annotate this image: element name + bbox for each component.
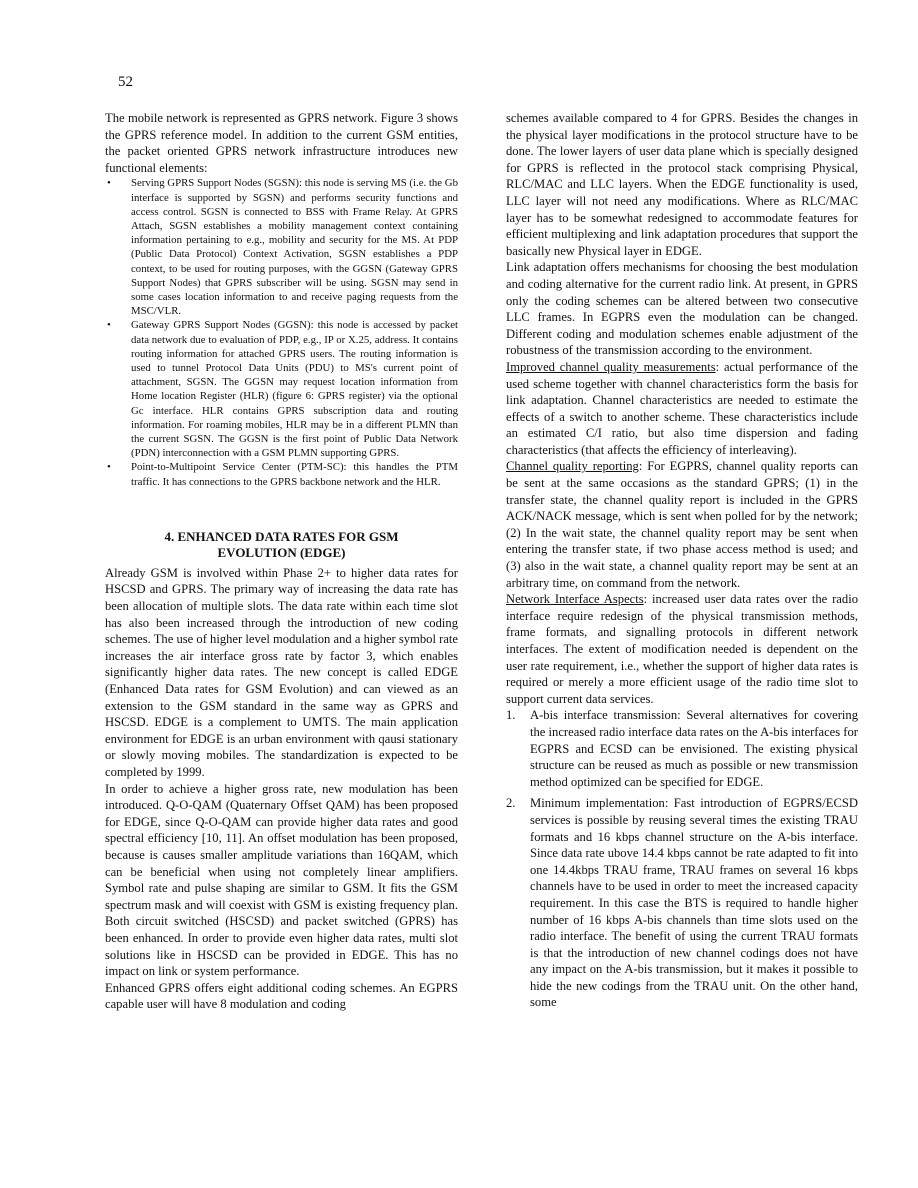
channel-reporting-paragraph xyxy=(506,458,858,591)
channel-measurements-body: : actual performance of the used scheme together with channel characteristics form the basis for link adaptation. Channel characteristics are needed to estimate the effects of a switch to another scheme. These characteristics include an estimated C/I ratio, but also time dispersion and fading characteristics (that affects the efficiency of interleaving). xyxy=(506,359,858,457)
list-item: • Point-to-Multipoint Service Center (PTM-SC): this handles the PTM traffic. It has connections to the GPRS backbone network and the HLR. xyxy=(131,460,458,488)
section-heading-line1: 4. ENHANCED DATA RATES FOR GSM xyxy=(164,528,399,544)
coding-schemes-paragraph: schemes available compared to 4 for GPRS. Besides the changes in the physical layer modifications in the protocol structure have to be done. The lower layers of user data plane which is specially designed for GPRS is reflected in the protocol stack comprising Physical, RLC/MAC and LLC layers. When the EDGE functionality is used, LLC layer will not need any modifications. Where as RLC/MAC layer has to be somewhat redesigned to accommodate features for efficient multiplexing and link adaptation procedures that support the basically new Physical layer in EDGE. xyxy=(506,111,858,258)
list-item: • Gateway GPRS Support Nodes (GGSN): this node is accessed by packet data network due to evaluation of PDP, e.g., IP or X.25, address. It contains routing information for attached GPRS users. The routing information is used to tunnel Protocol Data Units (PDU) to MS's current point of attachment, SGSN. The GGSN may request location information from Home location Register (HLR) (figure 6: GPRS register) via the optional Gc interface. HLR contains GPRS subscription data and routing information. For roaming mobiles, HLR may be in a different PLMN than the current SGSN. The GGSN is the first point of Public Data Network (PDN) interconnection with a GSM PLMN supporting GPRS. xyxy=(131,318,458,460)
intro-paragraph: The mobile network is represented as GPRS network. Figure 3 shows the GPRS reference model. In addition to the current GSM entities, the packet oriented GPRS network infrastructure introduces new functional elements: xyxy=(105,111,458,175)
channel-reporting-body: : For EGPRS, channel quality reports can be sent at the same occasions as the standard GPRS; (1) in the transfer state, the channel quality report is included in the GPRS ACK/NACK message, which is sent when polled for by the network; (2) In the wait state, the channel quality report may be sent when entering the transfer state, if two phase access method is used; and (3) also in the wait state, a channel quality report may be sent at an arbitrary time, on command from the network. xyxy=(506,459,859,590)
list-item-text: A-bis interface transmission: Several alternatives for covering the increased radio interface data rates on the A-bis interfaces for EGPRS and ECSD can be envisioned. The existing physical structure can be reused as much as possible or new transmission method optimized can be specified for EDGE. xyxy=(530,708,858,789)
network-interface-paragraph xyxy=(506,591,858,707)
edge-paragraph-1: Already GSM is involved within Phase 2+ to higher data rates for HSCSD and GPRS. The primary way of increasing the data rate has been allocation of multiple slots. The data rate within each time slot has also been increased through the introduction of new coding schemes. The use of higher level modulation and a higher symbol rate increases the air interface gross rate by factor 3, which enables significantly higher data rates. The new concept is called EDGE (Enhanced Data rates for GSM Evolution) and can viewed as an extension to the GSM standard in the same way as GPRS and HSCSD. EDGE is a complement to UMTS. The main application environment for EDGE is an urban environment with qausi stationary or slowly moving mobiles. The standardization is expected to be completed by 1999. xyxy=(105,565,458,779)
gprs-elements-list xyxy=(105,176,458,488)
right-column xyxy=(506,110,858,1016)
page-number: 52 xyxy=(118,74,133,90)
channel-measurements-paragraph xyxy=(506,359,858,459)
channel-measurements-heading: Improved channel quality measurements xyxy=(506,359,716,374)
left-column xyxy=(105,110,458,1013)
section-heading xyxy=(105,529,458,561)
link-adaptation-paragraph: Link adaptation offers mechanisms for choosing the best modulation and coding alternative for the current radio link. At present, in GPRS only the coding schemes can be altered between two consecutive LLC frames. In EGPRS even the modulation can be changed. Different coding and modulation schemes enable adjustment of the robustness of the transmission according to the environment. xyxy=(506,260,858,358)
interface-aspects-list xyxy=(506,707,858,1011)
network-interface-body: : increased user data rates over the radio interface require redesign of the physical transmission methods, frame formats, and signalling protocols in different network interfaces. The extent of modification needed is dependent on the user rate requirement, i.e., whether the support of higher data rates is required or merely a more efficient usage of the radio time slot to support current data services. xyxy=(506,592,858,706)
network-interface-heading: Network Interface Aspects xyxy=(506,592,644,607)
list-item-text: Minimum implementation: Fast introduction of EGPRS/ECSD services is possible by reusing several times the existing TRAU formats and 16 kbps channel structure on the A-bis interface. Since data rate ubove 14.4 kbps cannot be rate adapted to fit into one 14.4kbps TRAU frame, TRAU frames on several 16 kbps channels have to be used in order to meet the increased capacity requirement. In this case the BTS is required to handle higher number of 16 kbps A-bis channels than time slots used on the radio interface. The benefit of using the current TRAU formats is that the introduction of new channel codings does not have any impact on the A-bis transmission, but it makes it possible to hide the new codings from the TRAU unit. On the other hand, some xyxy=(530,796,858,1010)
channel-reporting-heading: Channel quality reporting xyxy=(506,459,639,474)
list-item xyxy=(506,707,858,790)
list-number: 2. xyxy=(506,796,516,811)
list-item xyxy=(506,795,858,1011)
list-item: • Serving GPRS Support Nodes (SGSN): this node is serving MS (i.e. the Gb interface is supported by SGSN) and performs security functions and access control. SGSN is connected to BSS with Frame Relay. At GPRS Attach, SGSN establishes a mobility management context containing information pertaining to e.g., mobility and security for the MS. At PDP (Public Data Protocol) Context Activation, SGSN establishes a PDP context, to be used for routing purposes, with the GGSN (Gateway GPRS Support Nodes) that GPRS subscriber will be using. SGSN may send in some cases location information to and receive paging requests from the MSC/VLR. xyxy=(131,176,458,318)
edge-paragraph-3: Enhanced GPRS offers eight additional coding schemes. An EGPRS capable user will have 8 modulation and coding xyxy=(105,980,458,1012)
section-heading-line2: EVOLUTION (EDGE) xyxy=(217,544,346,560)
list-number: 1. xyxy=(506,708,516,723)
edge-paragraph-2: In order to achieve a higher gross rate, new modulation has been introduced. Q-O-QAM (Quaternary Offset QAM) has been proposed for EDGE, since Q-O-QAM can provide higher data rates and good spectral efficiency [10, 11]. An offset modulation has been proposed, because is causes smaller amplitude variations than 16QAM, which can be beneficial when using not completely linear amplifiers. Symbol rate and pulse shaping are similar to GSM. It fits the GSM spectrum mask and will coexist with GSM is existing frequency plan. Both circuit switched (HSCSD) and packet switched (GPRS) has been enhanced. In order to provide even higher data rates, multi slot solutions like in HSCSD can be provided in EDGE. This has no impact on link or system performance. xyxy=(105,781,458,979)
